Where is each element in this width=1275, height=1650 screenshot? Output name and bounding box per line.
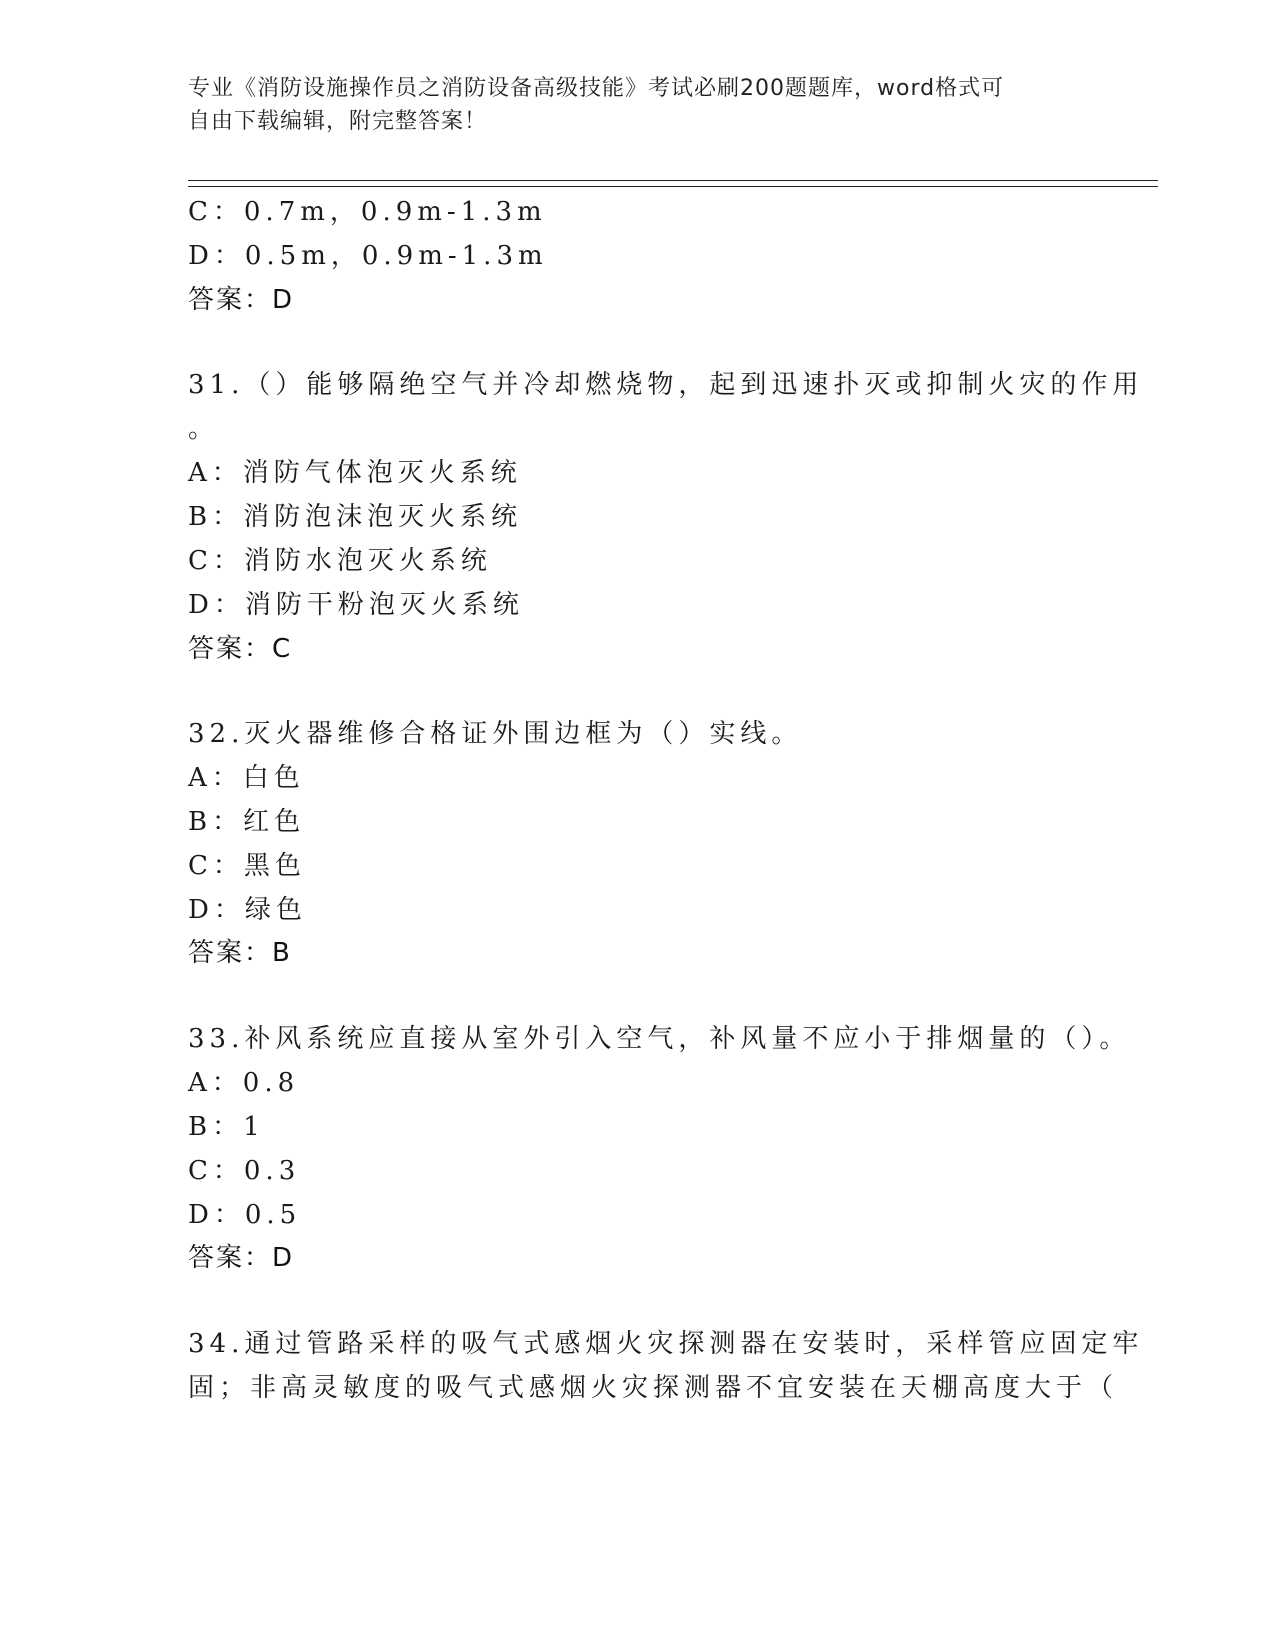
header-rule-top — [188, 180, 1158, 181]
q31-option-d: D：消防干粉泡灭火系统 — [188, 590, 524, 620]
q31-stem-line-1: 31.（）能够隔绝空气并冷却燃烧物，起到迅速扑灭或抑制火灾的作用 — [188, 370, 1144, 400]
q34-stem-line-1: 34.通过管路采样的吸气式感烟火灾探测器在安装时，采样管应固定牢 — [188, 1329, 1144, 1359]
q30-option-d: D：0.5m，0.9m-1.3m — [188, 241, 548, 271]
q32-stem: 32.灭火器维修合格证外围边框为（）实线。 — [188, 719, 803, 749]
header-rule-bottom — [188, 186, 1158, 187]
q33-answer: 答案：D — [188, 1243, 295, 1273]
q32-option-a: A：白色 — [188, 763, 305, 793]
q32-option-c: C：黑色 — [188, 851, 306, 881]
q34-stem-line-2: 固；非高灵敏度的吸气式感烟火灾探测器不宜安装在天棚高度大于（ — [188, 1373, 1119, 1403]
q32-option-b: B：红色 — [188, 807, 306, 837]
q31-option-a: A：消防气体泡灭火系统 — [188, 458, 522, 488]
q33-option-d: D：0.5 — [188, 1200, 302, 1230]
header-line-2: 自由下载编辑，附完整答案！ — [188, 109, 488, 134]
q32-answer: 答案：B — [188, 938, 292, 968]
q33-option-b: B：1 — [188, 1112, 265, 1142]
q31-stem-line-2: 。 — [188, 414, 220, 444]
q30-option-c: C：0.7m，0.9m-1.3m — [188, 197, 547, 227]
q33-stem: 33.补风系统应直接从室外引入空气，补风量不应小于排烟量的（）。 — [188, 1024, 1131, 1054]
q33-option-a: A：0.8 — [188, 1068, 300, 1098]
q31-option-b: B：消防泡沫泡灭火系统 — [188, 502, 523, 532]
header-line-1: 专业《消防设施操作员之消防设备高级技能》考试必刷200题题库，word格式可 — [188, 76, 1005, 101]
q30-answer: 答案：D — [188, 285, 295, 315]
q31-option-c: C：消防水泡灭火系统 — [188, 546, 492, 576]
q31-answer: 答案：C — [188, 634, 293, 664]
document-header — [188, 72, 1088, 138]
q33-option-c: C：0.3 — [188, 1156, 301, 1186]
q32-option-d: D：绿色 — [188, 895, 307, 925]
